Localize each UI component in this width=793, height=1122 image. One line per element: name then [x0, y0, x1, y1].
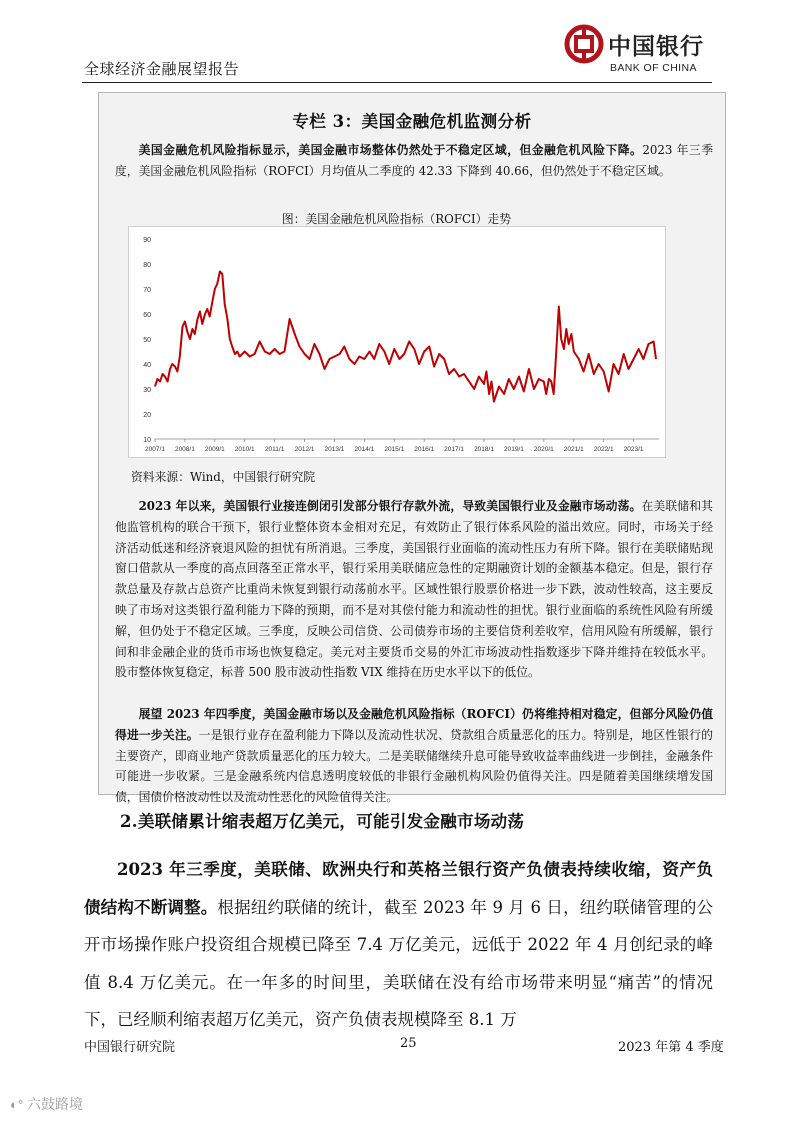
watermark-logo-icon: ◐° [10, 1097, 24, 1112]
x-tick-label: 2017/1 [444, 446, 465, 453]
x-tick-label: 2022/1 [593, 446, 614, 453]
x-tick-label: 2012/1 [294, 446, 315, 453]
x-tick-label: 2014/1 [354, 446, 375, 453]
rofci-chart [128, 226, 666, 458]
x-tick-label: 2007/1 [145, 446, 165, 453]
y-tick-label: 90 [143, 237, 151, 244]
section-paragraph-bold: 2023 年三季度，美联储、欧洲央行和英格兰银行资产负债表持续收缩，资产负债结构不断调整。 [84, 860, 713, 917]
footer-institute: 中国银行研究院 [84, 1040, 176, 1055]
page-number: 25 [400, 1036, 417, 1051]
y-tick-label: 60 [143, 312, 151, 319]
box-paragraph-2-bold: 2023 年以来，美国银行业接连倒闭引发部分银行存款外流，导致美国银行业及金融市场动荡。 [138, 499, 642, 513]
box-title: 专栏 3：美国金融危机监测分析 [292, 112, 532, 131]
logo-chinese-name: 中国银行 [608, 33, 704, 60]
y-tick-label: 30 [143, 387, 151, 394]
section-heading: 2.美联储累计缩表超万亿美元，可能引发金融市场动荡 [120, 812, 525, 831]
x-tick-label: 2019/1 [503, 446, 524, 453]
section-paragraph [84, 851, 713, 1039]
x-tick-label: 2011/1 [264, 446, 285, 453]
header-divider [82, 82, 712, 83]
rofci-chart-svg [129, 227, 665, 457]
bank-logo [562, 22, 712, 80]
x-tick-label: 2010/1 [234, 446, 255, 453]
box-paragraph-3 [115, 704, 713, 808]
y-tick-label: 40 [143, 362, 151, 369]
box-paragraph-3-bold: 展望 2023 年四季度，美国金融市场以及金融危机风险指标（ROFCI）仍将维持相对稳定，但部分风险仍值得进一步关注。 [115, 707, 713, 742]
y-tick-label: 20 [143, 412, 151, 419]
watermark [10, 1094, 83, 1114]
section-paragraph-rest: 根据纽约联储的统计，截至 2023 年 9 月 6 日，纽约联储管理的公开市场操作账户投资组合规模已降至 7.4 万亿美元，远低于 2022 年 4 月创纪录的峰值 8.4 万亿美元。在一年多的时间里，美联储在没有给市场带来明显“痛苦”的情况下，已经顺利缩表超万亿美元，资产负债表规模降至 8.1 万 [84, 897, 713, 1030]
footer-quarter: 2023 年第 4 季度 [618, 1040, 724, 1055]
watermark-text: 六鼓路境 [26, 1096, 83, 1112]
x-tick-label: 2015/1 [384, 446, 405, 453]
x-tick-label: 2023/1 [623, 446, 644, 453]
x-tick-label: 2018/1 [474, 446, 494, 453]
box-paragraph-2-rest: 在美联储和其他监管机构的联合干预下，银行业整体资本金相对充足，有效防止了银行体系风险的溢出效应。同时，市场关于经济活动低迷和经济衰退风险的担忧有所消退。三季度，美国银行业面临的流动性压力有所下降。银行在美联储贴现窗口借款从一季度的高点回落至正常水平，银行采用美联储应急性的定期融资计划的金额基本稳定。但是，银行存款总量及存款占总资产比重尚未恢复到银行动荡前水平。区域性银行股票价格进一步下跌，波动性较高，这主要反映了市场对这类银行盈利能力下降的预期，而不是对其偿付能力和流动性的担忧。银行业面临的系统性风险有所缓解，但仍处于不稳定区域。三季度，反映公司信贷、公司债券市场的主要信贷利差收窄，信用风险有所缓解，银行间和非金融企业的货币市场也恢复稳定。美元对主要货币交易的外汇市场波动性指数逐步下降并维持在较低水平。股市整体恢复稳定，标普 500 股市波动性指数 VIX 维持在历史水平以下的低位。 [115, 499, 713, 680]
x-tick-label: 2021/1 [563, 446, 584, 453]
x-tick-label: 2013/1 [324, 446, 345, 453]
x-tick-label: 2016/1 [414, 446, 435, 453]
x-tick-label: 2009/1 [204, 446, 225, 453]
logo-english-name: BANK OF CHINA [610, 62, 697, 74]
report-title: 全球经济金融展望报告 [84, 60, 240, 78]
chart-title: 图：美国金融危机风险指标（ROFCI）走势 [281, 212, 512, 226]
x-tick-label: 2020/1 [533, 446, 554, 453]
bank-emblem-icon [564, 24, 604, 64]
box-intro-paragraph [115, 140, 713, 182]
box-paragraph-3-rest: 一是银行业存在盈利能力下降以及流动性状况、贷款组合质量恶化的压力。特别是，地区性银行的主要资产，即商业地产贷款质量恶化的压力较大。二是美联储继续升息可能导致收益率曲线进一步倒挂，金融条件可能进一步收紧。三是金融系统内信息透明度较低的非银行金融机构风险仍值得关注。四是随着美国继续增发国债，国债价格波动性以及流动性恶化的风险值得关注。 [115, 727, 713, 805]
y-tick-label: 80 [143, 262, 151, 269]
x-tick-label: 2008/1 [174, 446, 195, 453]
y-tick-label: 70 [143, 287, 151, 294]
box-paragraph-2 [115, 496, 713, 683]
rofci-series-line [155, 272, 656, 402]
y-tick-label: 50 [143, 337, 151, 344]
box-intro-bold: 美国金融危机风险指标显示，美国金融市场整体仍然处于不稳定区域，但金融危机风险下降。 [138, 143, 643, 157]
box-intro-rest: 2023 年三季度，美国金融危机风险指标（ROFCI）月均值从二季度的 42.33 下降到 40.66，但仍然处于不稳定区域。 [115, 143, 713, 178]
chart-source: 资料来源：Wind，中国银行研究院 [131, 470, 316, 484]
y-tick-label: 10 [143, 437, 151, 444]
